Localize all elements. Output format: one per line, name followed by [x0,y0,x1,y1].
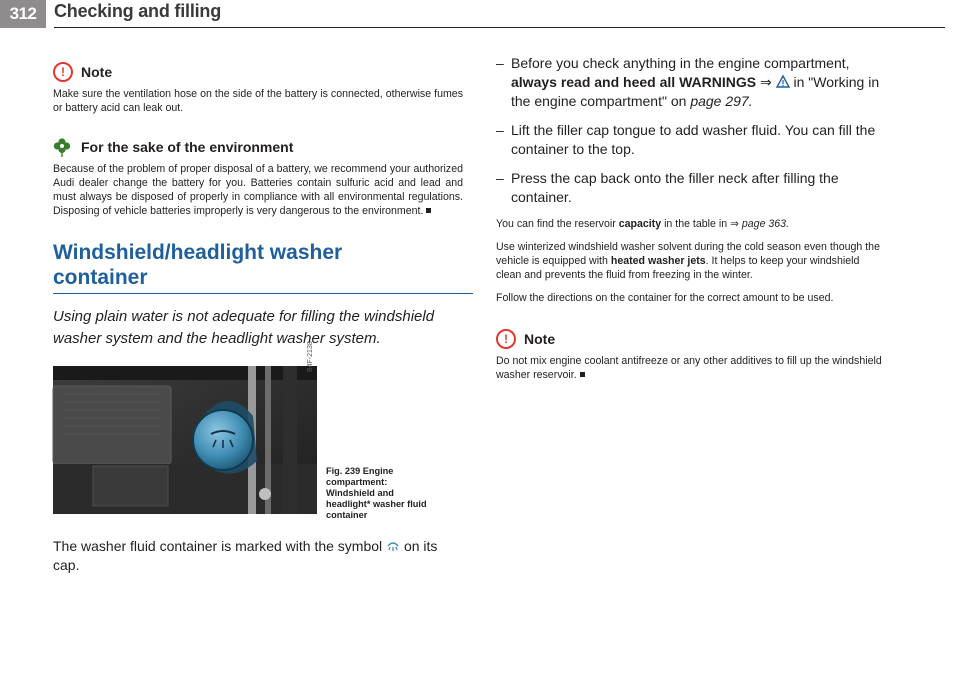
step-3-text: Press the cap back onto the filler neck after filling the container. [511,170,839,205]
note-heading-label: Note [524,331,556,347]
engine-compartment-photo [53,341,317,514]
header-rule [54,27,945,28]
environment-heading [53,137,463,157]
step-dash: – [496,55,504,71]
step-item [496,169,886,207]
right-column [496,54,886,382]
step-2-text: Lift the filler cap tongue to add washer fluid. You can fill the container to the top. [511,122,876,157]
warning-triangle-icon [776,75,790,88]
leaf-icon [53,137,71,157]
washer-section-title: Windshield/headlight washer container [53,241,343,289]
note-heading-label: Note [81,64,113,80]
left-column [53,62,463,575]
coolant-note-text: Do not mix engine coolant antifreeze or any other additives to fill up the windshield washer reservoir. [496,355,882,381]
follow-paragraph: Follow the directions on the container for the correct amount to be used. [496,292,834,304]
note-heading [53,62,463,82]
step-item [496,54,886,111]
page-number: 312 [9,4,37,23]
page-297-link[interactable]: page 297. [690,93,753,109]
note-heading [496,329,886,349]
section-title: Checking and filling [54,1,222,21]
environment-text: Because of the problem of proper disposal of a battery, we recommend your authorized Audi dealer change the battery for you. Batteries contain sulfuric acid and lead and must always be disposed of properly in compliance with all environmental regulations. Disposing of vehicle batteries improperly is very dangerous to the environment. [53,163,463,217]
page-363-link[interactable]: page 363. [741,218,790,230]
symbol-paragraph: The washer fluid container is marked with the symbol on its cap. [53,538,438,573]
figure-code: B4F-2138 [307,341,314,372]
step-1-text: Before you check anything in the engine compartment, always read and heed all WARNINGS ⇒ in "Working in the engine compartment" on page 297. [511,55,880,109]
end-of-section-marker [580,372,585,377]
battery-note-text: Make sure the ventilation hose on the side of the battery is connected, otherwise fumes or battery acid can leak out. [53,88,463,114]
capacity-paragraph: You can find the reservoir capacity in the table in ⇒ page 363. [496,218,790,230]
exclamation-icon: ! [496,329,516,349]
washer-fluid-symbol-icon [386,540,400,552]
figure [53,341,463,521]
winter-paragraph: Use winterized windshield washer solvent during the cold season even though the vehicle is equipped with heated washer jets. It helps to keep your windshield clean and prevents the fluid from freezing in the winter. [496,241,880,281]
exclamation-icon: ! [53,62,73,82]
engine-compartment-illustration [53,366,317,514]
step-dash: – [496,170,504,186]
page-number-tab [0,0,46,28]
step-dash: – [496,122,504,138]
environment-heading-label: For the sake of the environment [81,139,294,155]
title-rule [53,293,473,294]
section-subtitle: Using plain water is not adequate for filling the windshield washer system and the headlight washer system. [53,308,435,347]
figure-caption: Fig. 239 Engine compartment: Windshield and headlight* washer fluid container [326,466,427,520]
step-item [496,121,886,159]
end-of-section-marker [426,208,431,213]
